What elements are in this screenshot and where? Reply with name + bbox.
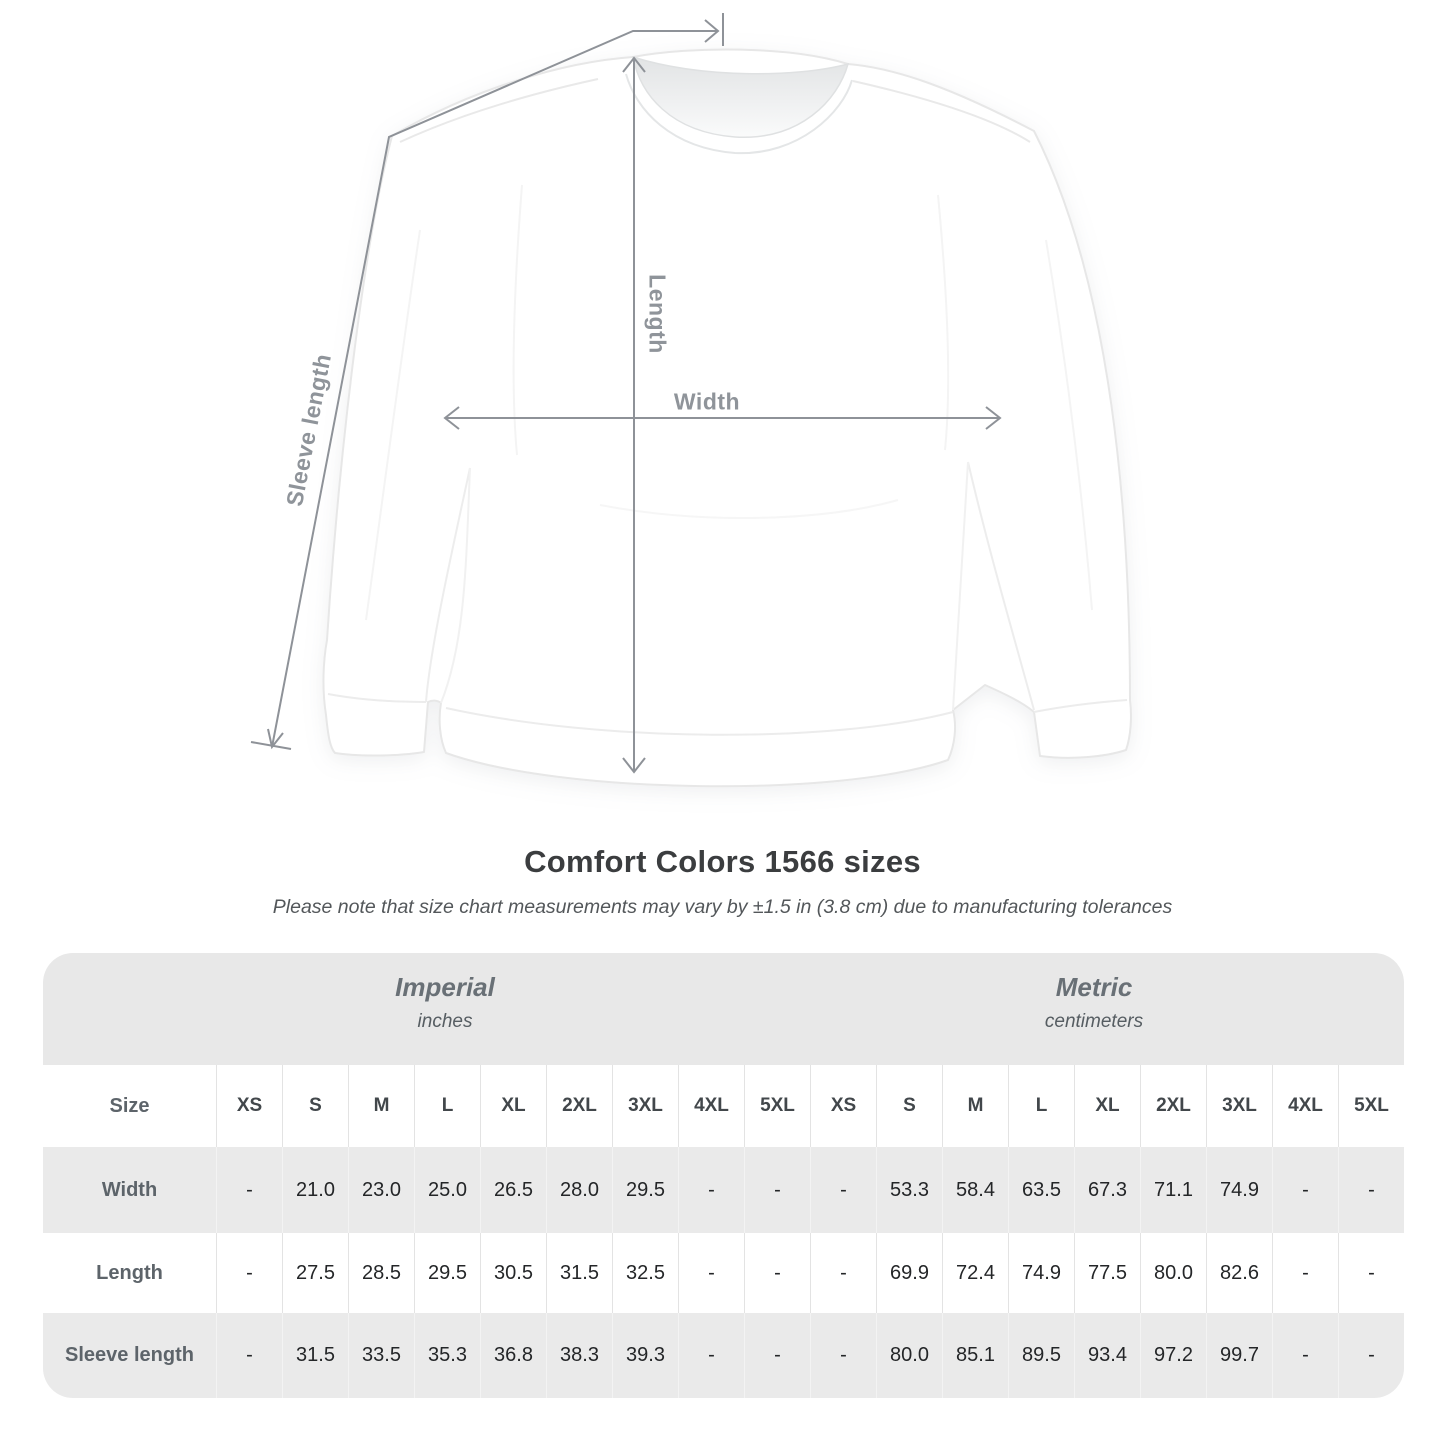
value-cell: 28.5 xyxy=(348,1233,414,1313)
size-cell: 2XL xyxy=(546,1065,612,1147)
table-row-length xyxy=(43,1233,1404,1313)
value-cell: 25.0 xyxy=(414,1147,480,1233)
size-cell: XL xyxy=(1074,1065,1140,1147)
value-cell: 85.1 xyxy=(942,1313,1008,1398)
value-cell: 80.0 xyxy=(876,1313,942,1398)
value-cell: - xyxy=(744,1313,810,1398)
metric-group-header xyxy=(787,972,1401,1033)
imperial-label: Imperial xyxy=(395,972,495,1002)
value-cell: 29.5 xyxy=(612,1147,678,1233)
imperial-unit-label: inches xyxy=(417,1011,473,1032)
value-cell: - xyxy=(678,1233,744,1313)
value-cell: 71.1 xyxy=(1140,1147,1206,1233)
value-cell: - xyxy=(1338,1147,1404,1233)
value-cell: 77.5 xyxy=(1074,1233,1140,1313)
value-cell: 31.5 xyxy=(282,1313,348,1398)
value-cell: 80.0 xyxy=(1140,1233,1206,1313)
row-label: Sleeve length xyxy=(65,1344,194,1366)
value-cell: 39.3 xyxy=(612,1313,678,1398)
value-cell: - xyxy=(1338,1313,1404,1398)
value-cell: - xyxy=(1338,1233,1404,1313)
imperial-group-header xyxy=(43,972,847,1033)
value-cell: - xyxy=(1272,1147,1338,1233)
value-cell: 69.9 xyxy=(876,1233,942,1313)
page-title: Comfort Colors 1566 sizes xyxy=(524,844,921,879)
value-cell: 99.7 xyxy=(1206,1313,1272,1398)
value-cell: 27.5 xyxy=(282,1233,348,1313)
size-cell: M xyxy=(348,1065,414,1147)
size-cell: 2XL xyxy=(1140,1065,1206,1147)
value-cell: 28.0 xyxy=(546,1147,612,1233)
row-label: Length xyxy=(96,1261,163,1284)
size-cell: S xyxy=(282,1065,348,1147)
size-cell: 3XL xyxy=(1206,1065,1272,1147)
value-cell: - xyxy=(1272,1313,1338,1398)
value-cell: - xyxy=(744,1147,810,1233)
size-cell: XL xyxy=(480,1065,546,1147)
value-cell: 82.6 xyxy=(1206,1233,1272,1313)
size-cell: S xyxy=(876,1065,942,1147)
size-chart-table xyxy=(43,953,1404,1398)
value-cell: 74.9 xyxy=(1008,1233,1074,1313)
value-cell: - xyxy=(1272,1233,1338,1313)
value-cell: 97.2 xyxy=(1140,1313,1206,1398)
size-cell: XS xyxy=(216,1065,282,1147)
value-cell: - xyxy=(216,1147,282,1233)
size-cell: XS xyxy=(810,1065,876,1147)
value-cell: 35.3 xyxy=(414,1313,480,1398)
value-cell: 72.4 xyxy=(942,1233,1008,1313)
size-cell: L xyxy=(1008,1065,1074,1147)
value-cell: 58.4 xyxy=(942,1147,1008,1233)
value-cell: 30.5 xyxy=(480,1233,546,1313)
table-row-sleeve-length xyxy=(43,1313,1404,1398)
value-cell: 29.5 xyxy=(414,1233,480,1313)
metric-unit-label: centimeters xyxy=(1044,1011,1144,1032)
tolerance-note: Please note that size chart measurements may vary by ±1.5 in (3.8 cm) due to manufacturing tolerances xyxy=(272,896,1173,918)
table-row-width xyxy=(43,1147,1404,1233)
unit-group-header xyxy=(43,953,1404,1065)
value-cell: 53.3 xyxy=(876,1147,942,1233)
size-header-row xyxy=(43,1065,1404,1147)
size-cell: 3XL xyxy=(612,1065,678,1147)
width-dimension-label: Width xyxy=(673,388,741,415)
size-cell: 5XL xyxy=(744,1065,810,1147)
size-column-header: Size xyxy=(109,1094,150,1117)
sleeve-length-dimension-label: Sleeve length xyxy=(280,351,337,509)
value-cell: - xyxy=(216,1313,282,1398)
value-cell: 23.0 xyxy=(348,1147,414,1233)
metric-label: Metric xyxy=(1055,972,1133,1002)
value-cell: 32.5 xyxy=(612,1233,678,1313)
size-cell: M xyxy=(942,1065,1008,1147)
value-cell: 93.4 xyxy=(1074,1313,1140,1398)
value-cell: 36.8 xyxy=(480,1313,546,1398)
value-cell: 63.5 xyxy=(1008,1147,1074,1233)
value-cell: - xyxy=(678,1313,744,1398)
value-cell: - xyxy=(678,1147,744,1233)
value-cell: 26.5 xyxy=(480,1147,546,1233)
size-cell: 4XL xyxy=(1272,1065,1338,1147)
value-cell: - xyxy=(810,1313,876,1398)
value-cell: 33.5 xyxy=(348,1313,414,1398)
value-cell: 89.5 xyxy=(1008,1313,1074,1398)
size-cell: 5XL xyxy=(1338,1065,1404,1147)
value-cell: - xyxy=(744,1233,810,1313)
value-cell: - xyxy=(216,1233,282,1313)
size-cell: 4XL xyxy=(678,1065,744,1147)
value-cell: 38.3 xyxy=(546,1313,612,1398)
length-dimension-label: Length xyxy=(644,274,671,354)
value-cell: 31.5 xyxy=(546,1233,612,1313)
value-cell: 67.3 xyxy=(1074,1147,1140,1233)
value-cell: 21.0 xyxy=(282,1147,348,1233)
value-cell: 74.9 xyxy=(1206,1147,1272,1233)
row-label: Width xyxy=(101,1178,158,1201)
value-cell: - xyxy=(810,1147,876,1233)
value-cell: - xyxy=(810,1233,876,1313)
size-cell: L xyxy=(414,1065,480,1147)
